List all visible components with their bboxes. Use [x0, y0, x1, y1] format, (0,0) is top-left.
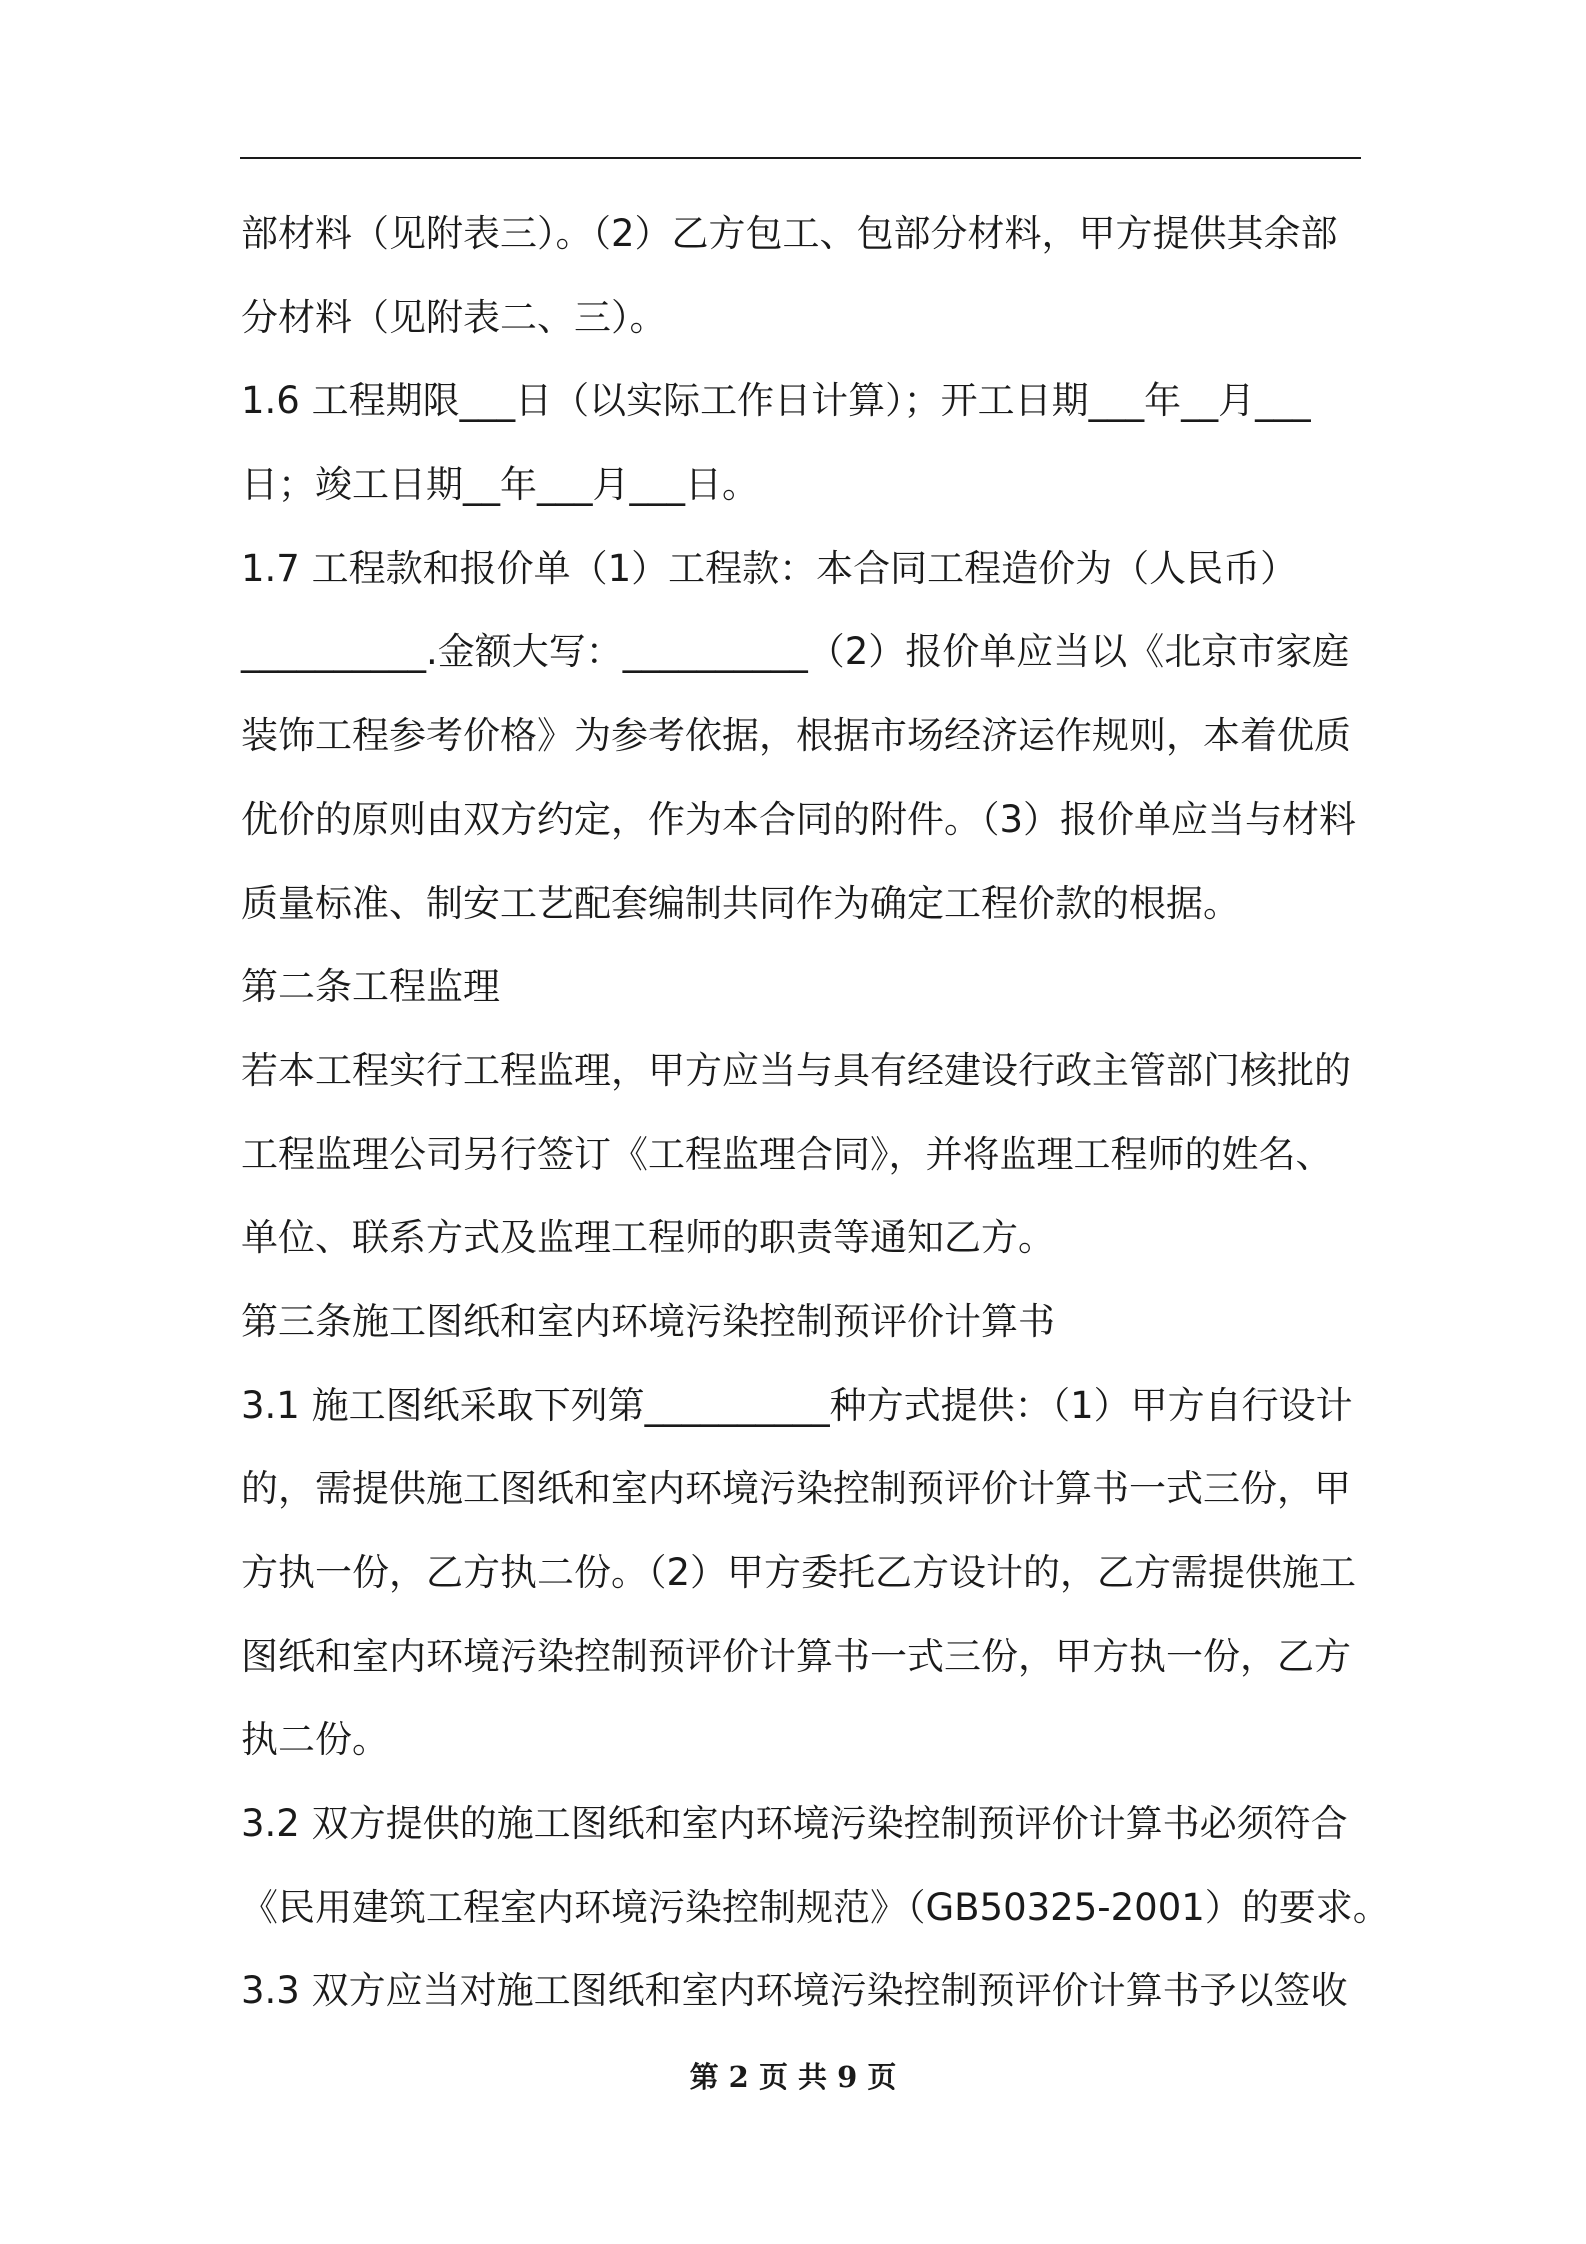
- text-line: 方执一份，乙方执二份。（2）甲方委托乙方设计的，乙方需提供施工: [241, 1551, 1357, 1594]
- text-line: 若本工程实行工程监理，甲方应当与具有经建设行政主管部门核批的: [241, 1048, 1351, 1092]
- text-line: 《民用建筑工程室内环境污染控制规范》（GB50325-2001）的要求。: [241, 1885, 1390, 1929]
- text-line: 3.2 双方提供的施工图纸和室内环境污染控制预评价计算书必须符合: [241, 1802, 1348, 1846]
- text-line: 工程监理公司另行签订《工程监理合同》，并将监理工程师的姓名、: [241, 1132, 1333, 1176]
- text-line: 部材料（见附表三）。（2）乙方包工、包部分材料，甲方提供其余部: [241, 212, 1338, 255]
- header-rule: [240, 157, 1361, 159]
- text-line: 3.3 双方应当对施工图纸和室内环境污染控制预评价计算书予以签收: [241, 1969, 1348, 2013]
- text-line: 装饰工程参考价格》为参考依据，根据市场经济运作规则，本着优质: [241, 714, 1351, 758]
- text-line: __________.金额大写：__________（2）报价单应当以《北京市家庭: [241, 630, 1350, 674]
- section-heading: 第三条施工图纸和室内环境污染控制预评价计算书: [241, 1299, 1055, 1343]
- text-line: 1.7 工程款和报价单（1）工程款：本合同工程造价为（人民币）: [241, 546, 1298, 590]
- text-line: 日；竣工日期__年___月___日。: [241, 463, 759, 507]
- text-line: 执二份。: [241, 1718, 389, 1762]
- text-line: 图纸和室内环境污染控制预评价计算书一式三份，甲方执一份，乙方: [241, 1634, 1351, 1678]
- page-number-footer: 第 2 页 共 9 页: [689, 2060, 897, 2094]
- text-line: 的，需提供施工图纸和室内环境污染控制预评价计算书一式三份，甲: [241, 1467, 1351, 1511]
- text-line: 3.1 施工图纸采取下列第__________种方式提供：（1）甲方自行设计: [241, 1383, 1353, 1427]
- text-line: 质量标准、制安工艺配套编制共同作为确定工程价款的根据。: [241, 881, 1240, 925]
- body-text: [241, 192, 1390, 2033]
- text-line: 优价的原则由双方约定，作为本合同的附件。（3）报价单应当与材料: [241, 797, 1357, 841]
- text-line: 1.6 工程期限___日（以实际工作日计算）；开工日期___年__月___: [241, 379, 1311, 423]
- section-heading: 第二条工程监理: [241, 965, 500, 1009]
- text-line: 单位、联系方式及监理工程师的职责等通知乙方。: [241, 1216, 1055, 1260]
- text-line: 分材料（见附表二、三）。: [241, 295, 667, 339]
